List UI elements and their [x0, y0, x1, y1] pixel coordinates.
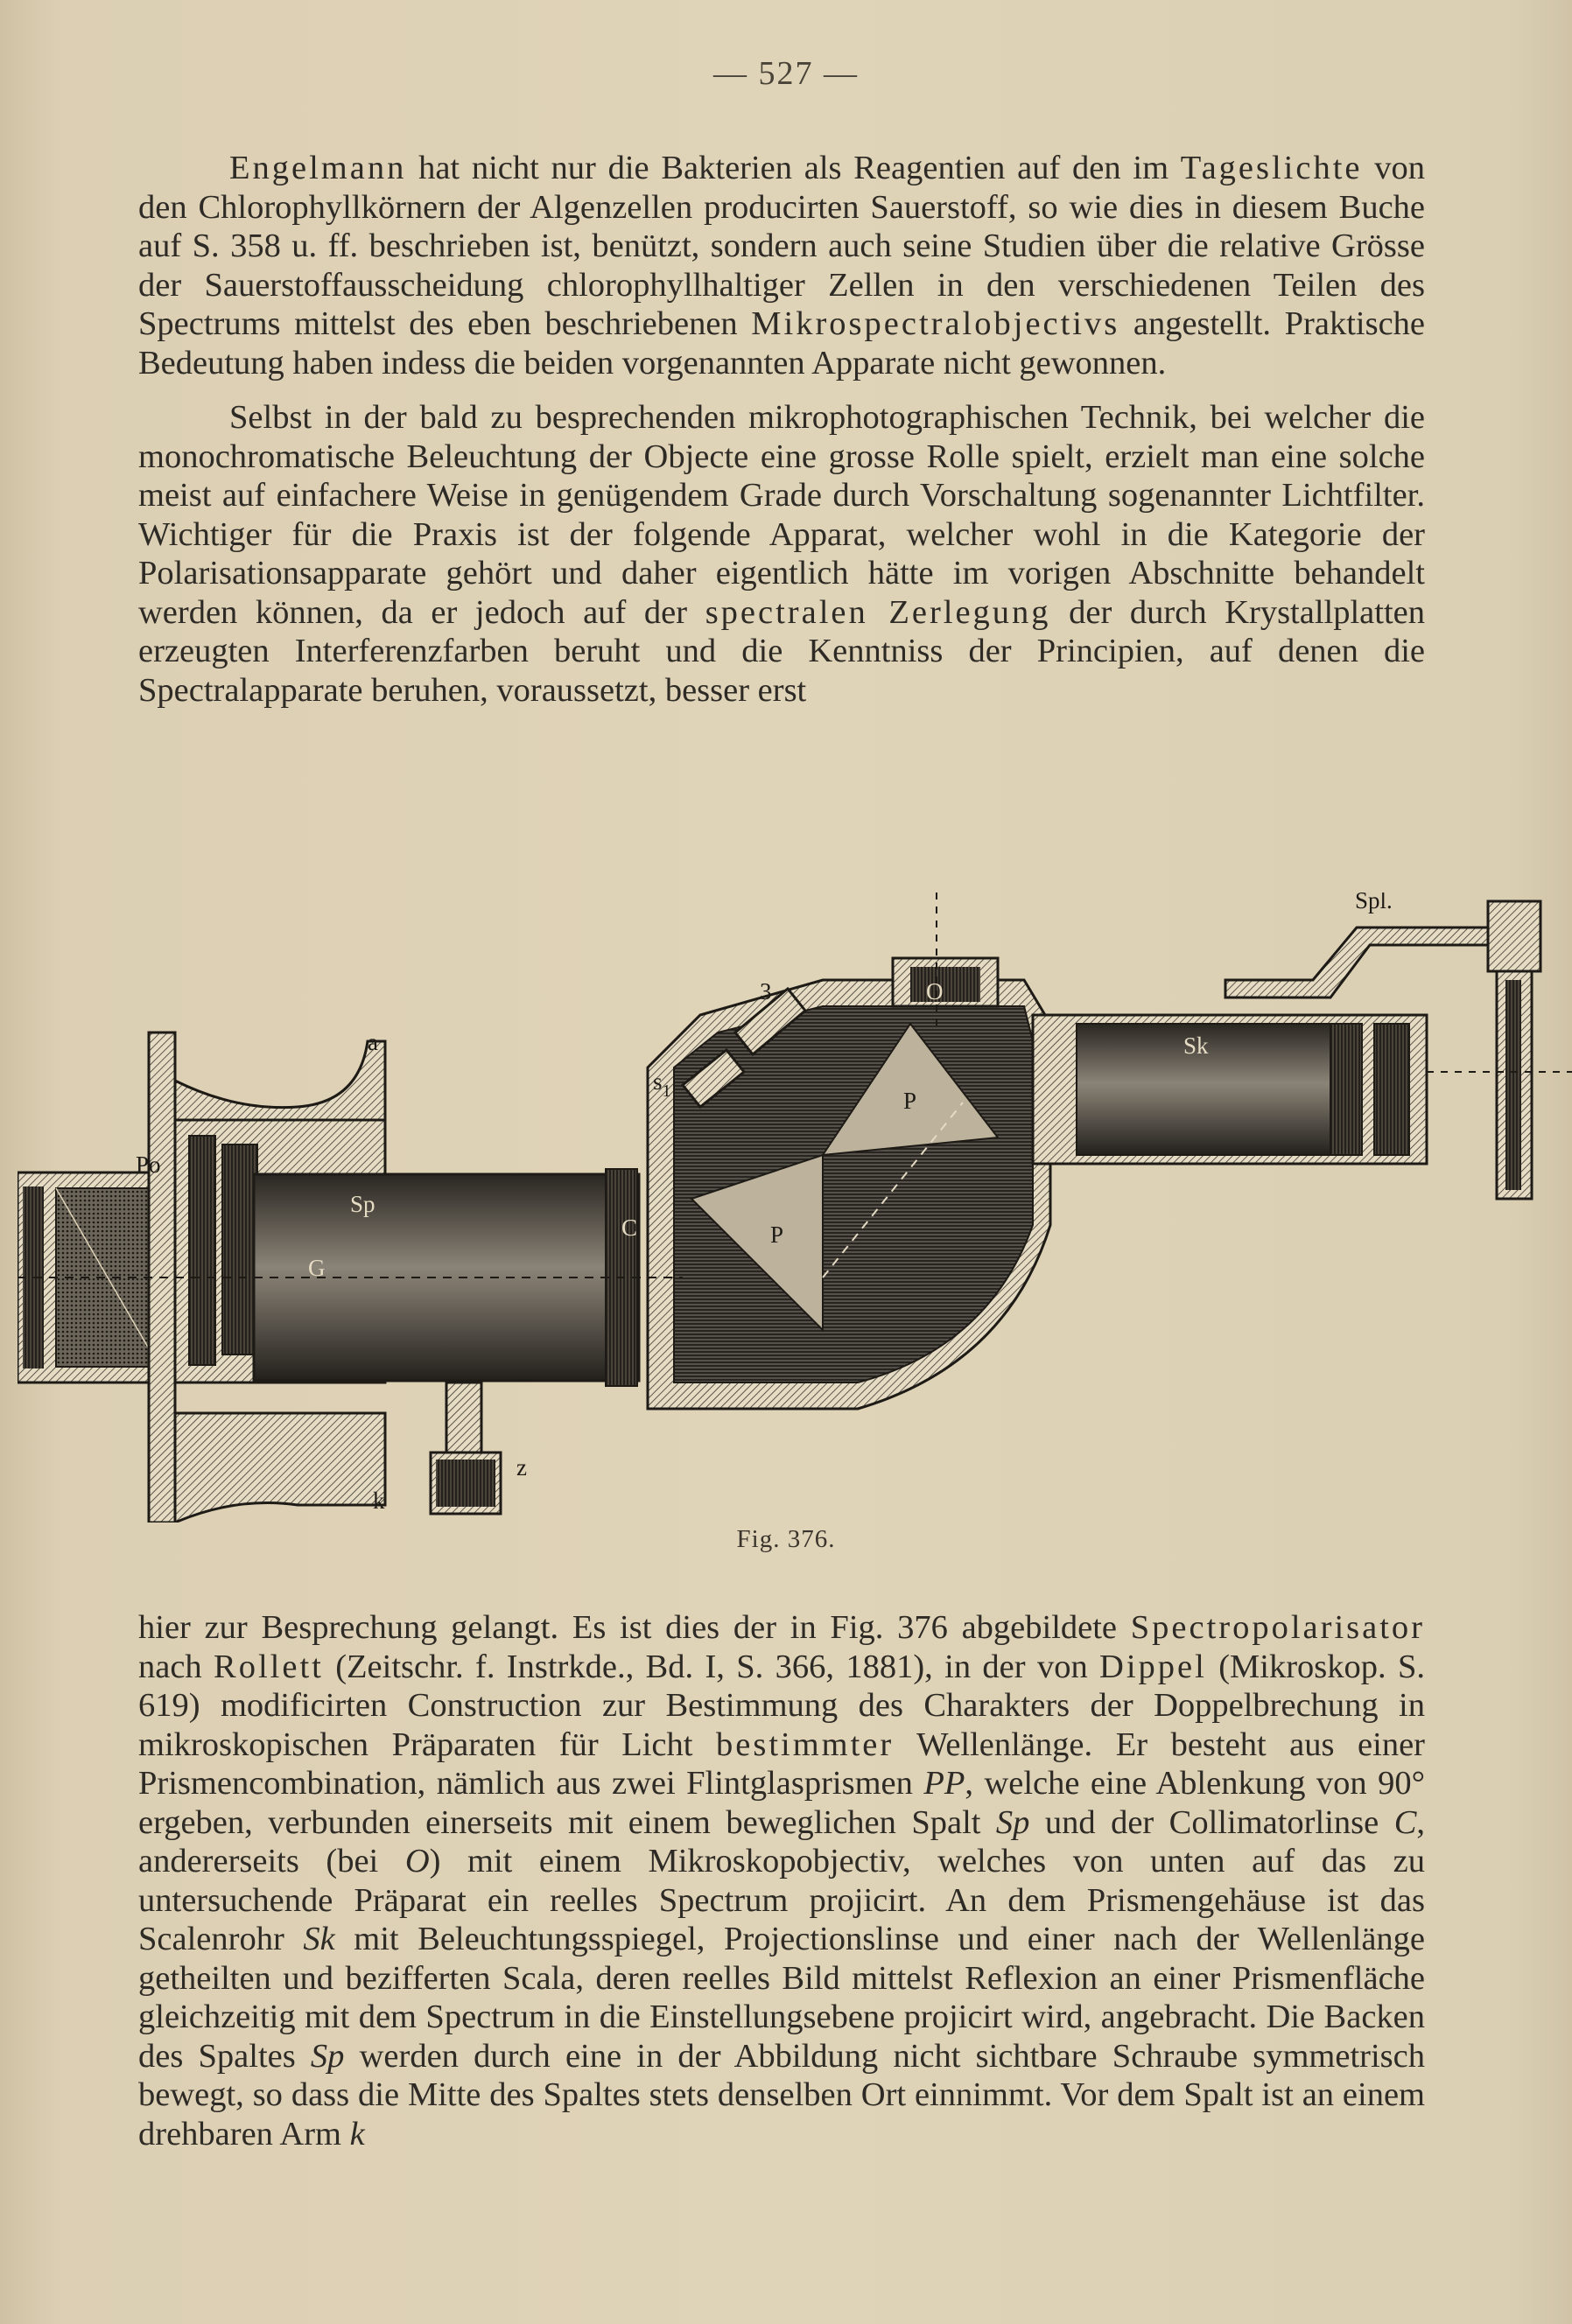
text-run: C	[1393, 1803, 1417, 1841]
text-run: bestimmter	[716, 1726, 895, 1763]
label-o: O	[926, 978, 944, 1004]
text-run: hat nicht nur die Bakterien als Reagentien auf den im	[406, 150, 1181, 186]
figure-376-spectropolarisator	[18, 892, 1572, 1522]
text-run: O	[404, 1843, 430, 1880]
figure-caption: Fig. 376.	[736, 1525, 836, 1553]
text-run: hier zur Besprechung gelangt. Es ist dies der in Fig. 376 abgebildete	[138, 1609, 1131, 1646]
text-run: Selbst in der bald zu besprechenden mikrophotographischen Technik, bei welcher die monochromatische Beleuchtung der Objecte eine grosse Rolle spielt, erzielt man eine solche meist auf einfachere Weise in genügendem Grade durch Vorschaltung sogenannter Lichtfilter. Wichtiger für die Praxis ist der folgende Apparat, welcher wohl in die Kategorie der Polarisationsapparate gehört und daher eigentlich hätte im vorigen Abschnitte behandelt werden können, da er jedoch auf der	[138, 399, 1425, 631]
text-run: (Zeitschr. f. Instrkde., Bd. I, S. 366, 1881), in der von	[323, 1648, 1100, 1685]
text-run: , welche eine Ablenkung von 90° ergeben, verbunden einerseits mit einem beweglichen Spalt	[138, 1765, 1425, 1841]
text-run: Rollett	[214, 1648, 324, 1685]
label-z: z	[516, 1454, 527, 1480]
text-block-top	[138, 149, 1425, 710]
scale-tube-sk	[1033, 901, 1572, 1199]
text-run: Engelmann	[229, 150, 407, 186]
text-run: nach	[138, 1648, 214, 1685]
text-run: Sp	[310, 2037, 345, 2075]
label-spl: Spl.	[1355, 892, 1393, 914]
text-run: , andererseits (bei	[138, 1803, 1425, 1880]
text-run: Dippel	[1099, 1648, 1207, 1685]
text-run: der durch Krystallplatten erzeugten Interferenzfarben beruht und die Kenntniss der Principien, auf denen die Spectralapparate beruhen, voraussetzt, besser erst	[138, 593, 1425, 709]
text-run: spectralen Zerlegung	[705, 593, 1051, 631]
page-number: — 527 —	[713, 55, 859, 92]
label-g: G	[308, 1255, 326, 1281]
text-run: von den Chlorophyllkörnern der Algenzellen producirten Sauerstoff, so wie dies in diesem Buche auf S. 358 u. ff. beschrieben ist, benützt, sondern auch seine Studien über die relative Grösse der Sauerstoffausscheidung chlorophyllhaltiger Zellen in den verschiedenen Teilen des Spectrums mittelst des eben beschriebenen	[138, 150, 1425, 342]
label-c: C	[621, 1214, 638, 1241]
paragraph-2	[138, 398, 1425, 710]
label-po: Po	[136, 1152, 161, 1178]
text-run: angestellt. Praktische Bedeutung haben indess die beiden vorgenannten Apparate nicht gewonnen.	[138, 305, 1425, 382]
text-run: k	[349, 2115, 365, 2152]
label-a: a	[368, 1029, 378, 1055]
text-run: Tageslichte	[1180, 150, 1363, 186]
paragraph-1	[138, 149, 1425, 382]
text-run: Wellenlänge. Er besteht aus einer Prismencombination, nämlich aus zwei Flintglasprismen	[138, 1726, 1426, 1802]
prism-housing	[648, 892, 1050, 1409]
label-s1: $s_1$	[653, 1068, 671, 1101]
text-run: Mikrospectralobjectivs	[751, 305, 1120, 342]
text-run: mit Beleuchtungsspiegel, Projectionslinse und einer nach der Wellenlänge getheilten und bezifferten Scala, deren reelles Bild mittelst Reflexion an einer Prismenfläche gleichzeitig mit dem Spectrum in die Einstellungsebene projicirt wird, angebracht. Die Backen des Spaltes	[138, 1921, 1426, 2075]
text-block-bottom	[138, 1608, 1425, 2153]
text-run: und der Collimatorlinse	[1029, 1803, 1394, 1841]
text-run: Sp	[995, 1803, 1030, 1841]
label-sk: Sk	[1183, 1032, 1209, 1059]
label-sp: Sp	[350, 1191, 375, 1217]
text-run: werden durch eine in der Abbildung nicht sichtbare Schraube symmetrisch bewegt, so dass die Mitte des Spaltes stets denselben Ort einnimmt. Vor dem Spalt ist an einem drehbaren Arm	[138, 2037, 1425, 2152]
text-run: PP	[923, 1765, 965, 1802]
label-3: 3	[760, 978, 772, 1004]
text-run: Spectropolarisator	[1130, 1609, 1425, 1646]
text-run: (Mikroskop. S. 619) modificirten Construction zur Bestimmung des Charakters der Doppelbrechung in mikroskopischen Präparaten für Licht	[138, 1648, 1426, 1763]
label-p-lower: P	[770, 1222, 784, 1248]
label-p-upper: P	[903, 1088, 917, 1114]
spectropolarisator-drawing	[18, 892, 1572, 1522]
label-k: k	[373, 1488, 385, 1514]
paragraph-3	[138, 1608, 1425, 2153]
text-run: ) mit einem Mikroskopobjectiv, welches von unten auf das zu untersuchende Präparat ein reelles Spectrum projicirt. An dem Prismengehäuse ist das Scalenrohr	[138, 1843, 1425, 1957]
text-run: Sk	[303, 1921, 335, 1957]
